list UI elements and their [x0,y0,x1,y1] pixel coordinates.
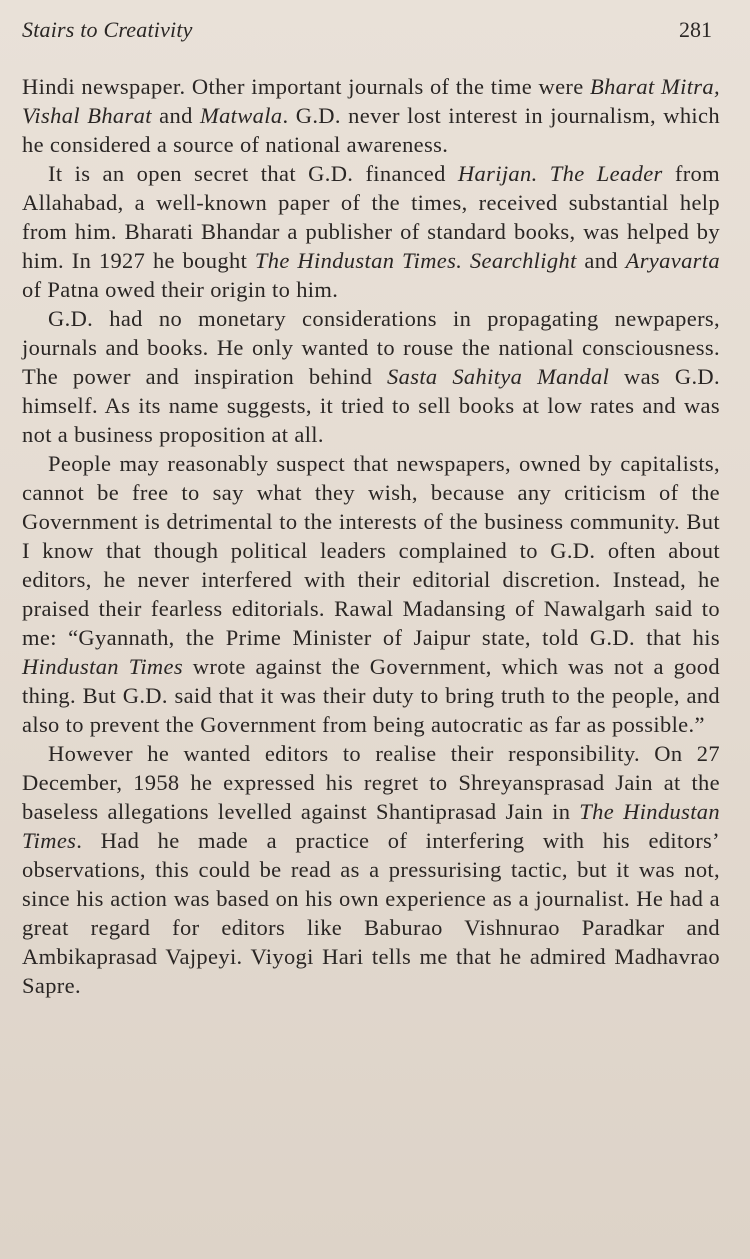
paragraph-run: However he wanted editors to realise their responsibility. On 27 December, 1958 he expressed his regret to Shreyansprasad Jain at the baseless allegations levelled against Shantiprasad Jain in [22,741,720,824]
paragraph-1 [22,72,720,159]
paragraph-5 [22,739,720,1000]
paragraph-run: and [576,248,626,273]
body-text [22,72,720,1000]
paragraph-run-italic: The Hindustan Times. Searchlight [254,248,577,273]
paragraph-run: G.D. had no monetary considerations in propagating newpapers, journals and books. He only wanted to rouse the national consciousness. The power and inspiration behind [22,306,720,389]
paragraph-run: of Patna owed their origin to him. [22,277,339,302]
paragraph-4 [22,449,720,739]
paragraph-run-italic: The Hindustan Times [22,799,721,853]
paragraph-run: . Had he made a practice of interfering with his editors’ observations, this could be read as a pressurising tactic, but it was not, since his action was based on his own experience as a journalist. He had a great regard for editors like Baburao Vishnurao Paradkar and Ambikaprasad Vajpeyi. Viyogi Hari tells me that he admired Madhavrao Sapre. [22,828,720,998]
paragraph-run-italic: Bharat Mitra, Vishal Bharat [22,74,720,128]
paragraph-3 [22,304,720,449]
paragraph-run: People may reasonably suspect that newspapers, owned by capitalists, cannot be free to say what they wish, because any criticism of the Government is detrimental to the interests of the business community. But I know that though political leaders complained to G.D. often about editors, he never interfered with their editorial discretion. Instead, he praised their fearless editorials. Rawal Madansing of Nawalgarh said to me: “Gyannath, the Prime Minister of Jaipur state, told G.D. that his [22,451,720,650]
paragraph-run-italic: Aryavarta [625,248,720,273]
running-head [22,14,720,50]
paragraph-run: It is an open secret that G.D. financed [48,161,458,186]
paragraph-run: wrote against the Government, which was not a good thing. But G.D. said that it was their duty to bring truth to the people, and also to prevent the Government from being autocratic as far as possible.” [22,654,720,737]
paragraph-run: . G.D. never lost interest in journalism, which he considered a source of national awareness. [22,103,720,157]
paragraph-run-italic: Hindustan Times [22,654,183,679]
paragraph-run: was G.D. himself. As its name suggests, it tried to sell books at low rates and was not a business proposition at all. [22,364,720,447]
paragraph-run: Hindi newspaper. Other important journals of the time were [22,74,591,99]
paragraph-run: and [151,103,200,128]
page-number: 281 [679,17,712,42]
paragraph-run-italic: Sasta Sahitya Mandal [387,364,610,389]
paragraph-run: from Allahabad, a well-known paper of the times, received substantial help from him. Bharati Bhandar a publisher of standard books, was helped by him. In 1927 he bought [22,161,720,273]
paragraph-run-italic: Harijan. The Leader [457,161,663,186]
running-head-title: Stairs to Creativity [22,17,193,42]
paragraph-run-italic: Matwala [199,103,283,128]
paragraph-2 [22,159,720,304]
